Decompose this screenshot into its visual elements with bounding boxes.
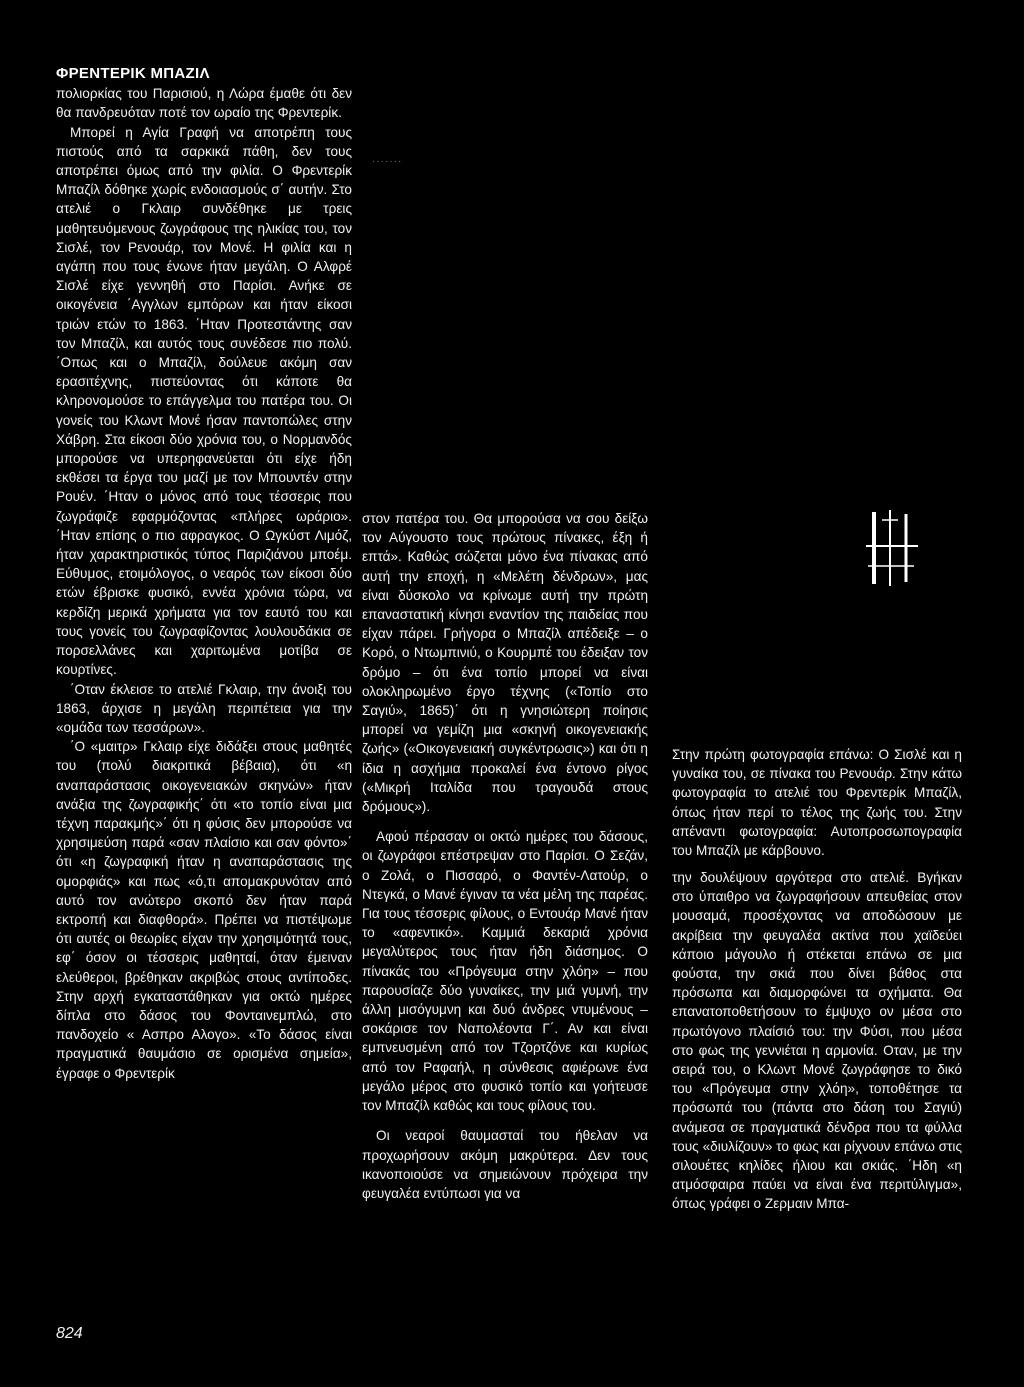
paragraph: Μπορεί η Αγία Γραφή να αποτρέπη τους πιστούς από τα σαρκικά πάθη, δεν τους αποτρέπει όμως από την φιλία. Ο Φρεντερίκ Μπαζίλ δόθηκε χωρίς ενδοιασμούς σ΄ αυτήν. Στο ατελιέ ο Γκλαιρ συνδέθηκε με τρεις μαθητευόμενους ζωγράφους της ηλικίας του, τον Σισλέ, τον Ρενουάρ, τον Μονέ. Η φιλία και η αγάπη που τους ένωνε ήταν μεγάλη. Ο Αλφρέ Σισλέ είχε γεννηθή στο Παρίσι. Ανήκε σε οικογένεια ΄Αγγλων εμπόρων και ήταν είκοσι τριών ετών το 1863. ΄Ηταν Προτεστάντης σαν τον Μπαζίλ, και αυτός τους συνέδεσε πιο πολύ. ΄Οπως και ο Μπαζίλ, δούλευε ακόμη σαν ερασιτέχνης, πιστεύοντας ότι κάποτε θα κληρονομούσε το επάγγελμα του πατέρα του. Οι γονείς του Κλωντ Μονέ ήσαν παντοπώλες στην Χάβρη. Στα είκοσι δύο χρόνια του, ο Νορμανδός μπορούσε να υπερηφανεύεται ότι είχε ήδη εκθέσει τα έργα του μαζί με τον Μπουντέν στην Ρουέν. ΄Ηταν ο μόνος από τους τέσσερις που ζωγράφιζε εφαρμόζοντας «πλήρες ωράριο». ΄Ηταν επίσης ο πιο αφραγκος. Ο Ωγκύστ Λιμόζ, ήταν χαρακτηριστικός τύπος Παριζιάνου μποέμ. Εύθυμος, ετοιμόλογος, ο νεαρός των είκοσι δύο ετών έβρισκε φυσικό, εννέα χρόνια τώρα, να κερδίζη μερικά χρήματα για τον εαυτό του και τους γονείς του ζωγραφίζοντας λουλουδάκια σε πορσελλάνες και χαριτωμένα μοτίβα σε κουρτίνες. — [56, 124, 352, 678]
caption-text: Στην πρώτη φωτογραφία επάνω: Ο Σισλέ και η γυναίκα του, σε πίνακα του Ρενουάρ. Στην κάτω φωτογραφία το ατελιέ του Φρεντερίκ Μπαζίλ, όπως ήταν περί το τέλος της ζωής του. Στην απέναντι φωτογραφία: Αυτοπροσωπογραφία του Μπαζίλ με κάρβουνο. — [672, 747, 962, 859]
photo-caption — [672, 745, 962, 860]
paragraph: Οι νεαροί θαυμασταί του ήθελαν να προχωρήσουν ακόμη μακρύτερα. Δεν τους ικανοποιούσε να σημειώνουν πρόχειρα την φευγαλέα εντύπωσι για να — [362, 1128, 648, 1201]
text-column-right — [672, 868, 962, 1214]
paragraph: Αφού πέρασαν οι οκτώ ημέρες του δάσους, οι ζωγράφοι επέστρεψαν στο Παρίσι. Ο Σεζάν, ο Ζολά, ο Πισσαρό, ο Φαντέν-Λατούρ, ο Ντεγκά, ο Μανέ έγιναν τα νέα μέλη της παρέας. Για τους τέσσερις φίλους, ο Εντουάρ Μανέ ήταν το «αφεντικό». Καμμιά δεκαριά χρόνια μεγαλύτερος τους ήταν ήδη διάσημος. Ο πίνακάς του «Πρόγευμα στην χλόη» – που παρουσίαζε δύο γυναίκες, την μιά γυμνή, την άλλη μισόγυμνη και δυό άνδρες ντυμένους – σοκάρισε τον Ναπολέοντα Γ΄. Αν και είναι εμπνευσμένη από τον Τζορτζόνε και κυρίως από τον Ραφαήλ, η σύνθεσις αφιέρωνε ένα μεγάλο μέρος στο φυσικό τοπίο και γοήτευσε τον Μπαζίλ καθώς και τους φίλους του. — [362, 829, 648, 1114]
decorative-dots: ······· — [372, 156, 403, 167]
paragraph: στον πατέρα του. Θα μπορούσα να σου δείξω τον Αύγουστο τους πρώτους πίνακες, έξη ή επτά». Καθώς σώζεται μόνο ένα πίνακας από αυτή την εποχή, η «Μελέτη δένδρων», μας είναι δύσκολο να κρίνωμε αυτή την πρώτη επαναστατική κίνησι εναντίον της παιδείας που είχαν πάρει. Γρήγορα ο Μπαζίλ απέδειξε – ο Κορό, ο Ντωμπινιύ, ο Κουρμπέ του έδειξαν τον δρόμο – ότι ένα τοπίο μπορεί να είναι ολοκληρωμένο έργο τέχνης («Τοπίο στο Σαγιύ», 1865)΄ ότι η γνησιώτερη ποίησις μπορεί να γεμίζη μια «σκηνή οικογενειακής ζωής» («Οικογενειακή συγκέντρωσις») και ότι η ίδια η ασχήμια προκαλεί ένα έντονο ρίγος («Μικρή Ιταλίδα που τραγουδά στους δρόμους»). — [362, 511, 648, 815]
paragraph: ΄Οταν έκλεισε το ατελιέ Γκλαιρ, την άνοιξι του 1863, άρχισε η μεγάλη περιπέτεια για την «ομάδα των τεσσάρων». — [56, 681, 352, 735]
paragraph: πολιορκίας του Παρισιού, η Λώρα έμαθε ότι δεν θα πανδρευόταν ποτέ τον ωραίο της Φρεντερίκ. — [56, 86, 352, 121]
photo-fragment — [862, 510, 920, 586]
paragraph: την δουλέψουν αργότερα στο ατελιέ. Βγήκαν στο ύπαιθρο να ζωγραφήσουν απευθείας στον μουσαμά, προσέχοντας να αποδώσουν με ακρίβεια την φευγαλέα ακτίνα που χαϊδεύει κάποιο μάγουλο ή στέκεται επάνω σε μια φούστα, την σκιά που δίνει βάθος στα πρόσωπα και διαμορφώνει τα σχήματα. Θα επανατοποθετήσουν το έμψυχο ον μέσα στο πρωτόγονο πλαίσιό του: την Φύσι, που μέσα στο φως της γεννιέται η αρμονία. Οταν, με την σειρά του, ο Κλωντ Μονέ ζωγράφησε το δικό του «Πρόγευμα στην χλόη», τοποθέτησε τα πρόσωπά του (πάντα στο δάση του Σαγιύ) ανάμεσα σε πραγματικά δένδρα που τα φύλλα τους «διυλίζουν» το φως και ρίχνουν επάνω στις σιλουέτες κηλίδες ήλιου και σκιάς. ΄Ηδη «η ατμόσφαιρα παύει να είναι ένα περιτύλιγμα», όπως γράφει ο Ζερμαιν Μπα- — [672, 870, 962, 1212]
paragraph: ΄Ο «μαιτρ» Γκλαιρ είχε διδάξει στους μαθητές του (πολύ διακριτικά βέβαια), ότι «η αναπαράστασις οικογενειακών σκηνών» ήταν ανάξια της ζωγραφικής΄ ότι «το τοπίο είναι μια τέχνη παρακμής»΄ ότι η φύσις δεν μπορούσε να χρησιμεύση παρά «σαν πλαίσιο και σαν φόντο»΄ ότι «η ζωγραφική ήταν η αναπαράστασις της ομορφιάς» και πως «ό,τι απομακρυνόταν από αυτό τον ανώτερο σκοπό δεν ήταν παρά εκτροπή και διαφθορά». Πρέπει να πιστέψωμε ότι αυτές οι θεωρίες είχαν την χρησιμότητά τους, εφ΄ όσον οι τέσσερις μαθηταί, όταν έμειναν ελεύθεροι, βρέθηκαν ακριβώς στους αντίποδες. Στην αρχή εγκαταστάθηκαν για οκτώ ημέρες δίπλα στο δάσος του Φονταινεμπλώ, στο πανδοχείο « Ασπρο Αλογο». «Το δάσος είναι πραγματικά θαυμάσιο σε ορισμένα σημεία», έγραφε ο Φρεντερίκ — [56, 739, 352, 1081]
page-number: 824 — [56, 1325, 83, 1342]
text-column-middle — [362, 509, 648, 1203]
article-heading: ΦΡΕΝΤΕΡΙΚ ΜΠΑΖΙΛ — [56, 65, 210, 82]
text-column-left — [56, 64, 352, 1083]
